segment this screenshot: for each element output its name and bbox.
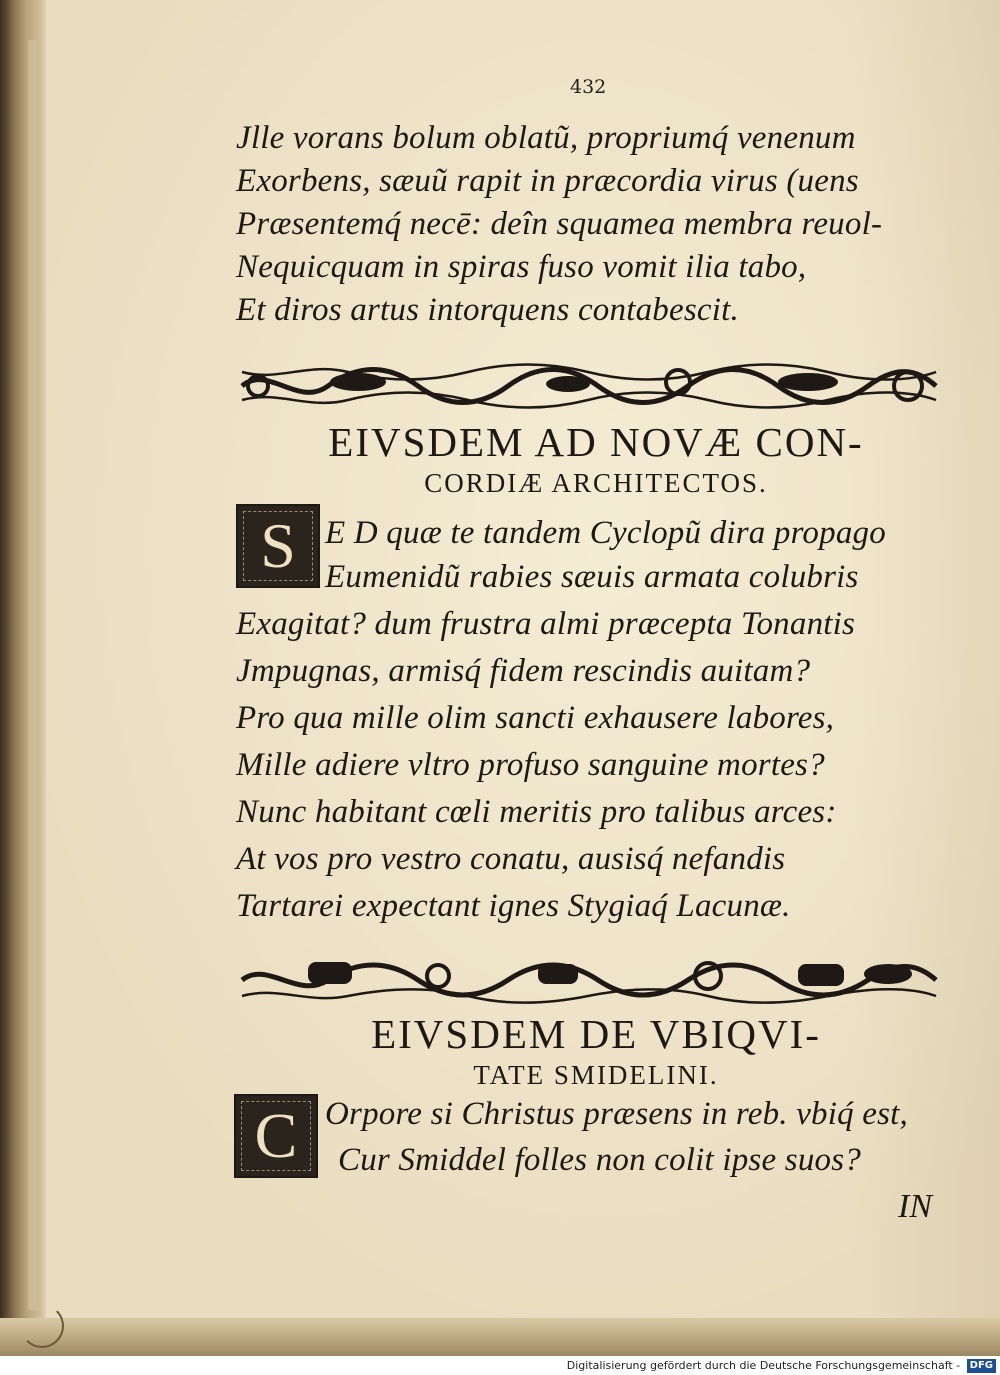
verse-line: Pro qua mille olim sancti exhausere labores,: [236, 700, 835, 736]
verse-line: Exorbens, sæuũ rapit in præcordia virus (uens: [236, 163, 859, 199]
verse-line: Cur Smiddel folles non colit ipse suos?: [338, 1142, 861, 1178]
verse-line: Mille adiere vltro profuso sanguine mortes?: [236, 747, 825, 783]
decorated-initial-s: S: [236, 504, 320, 588]
poem-1-subtitle: CORDIÆ ARCHITECTOS.: [424, 468, 768, 498]
verse-line: Nequicquam in spiras fuso vomit ilia tabo,: [236, 249, 807, 285]
verse-line: Jlle vorans bolum oblatũ, propriumq́ venenum: [236, 120, 856, 156]
catchword: IN: [898, 1188, 932, 1225]
ornamental-band-1: [238, 360, 940, 412]
verse-line: Præsentemq́ necē: deîn squamea membra reuol-: [236, 206, 883, 242]
verse-line: Et diros artus intorquens contabescit.: [236, 292, 739, 328]
poem-2-subtitle: TATE SMIDELINI.: [473, 1060, 719, 1090]
verse-line: Exagitat? dum frustra almi præcepta Tonantis: [236, 606, 856, 642]
verse-line: E D quæ te tandem Cyclopũ dira propago: [325, 515, 886, 551]
poem-1-title: EIVSDEM AD NOVÆ CON-: [328, 419, 864, 465]
verse-line: Jmpugnas, armisq́ fidem rescindis auitam?: [236, 653, 811, 689]
verse-line: Orpore si Christus præsens in reb. vbiq́ est,: [325, 1096, 908, 1132]
page-number: 432: [570, 76, 607, 98]
verse-line: At vos pro vestro conatu, ausisq́ nefandis: [236, 841, 786, 877]
book-binding: [0, 0, 46, 1356]
verse-line: Nunc habitant cœli meritis pro talibus arces:: [236, 794, 837, 830]
dfg-logo-icon: DFG: [967, 1359, 996, 1373]
ornamental-band-2: [238, 952, 940, 1004]
decorated-initial-c: C: [234, 1094, 318, 1178]
poem-2-title: EIVSDEM DE VBIQVI-: [371, 1011, 821, 1057]
page-bottom-edge: [0, 1318, 1000, 1356]
digitization-credit: [567, 1357, 1000, 1375]
verse-line: Tartarei expectant ignes Stygiaq́ Lacunæ.: [236, 888, 791, 924]
credit-text: Digitalisierung gefördert durch die Deutsche Forschungsgemeinschaft -: [566, 1359, 961, 1372]
verse-line: Eumenidũ rabies sæuis armata colubris: [325, 559, 859, 595]
